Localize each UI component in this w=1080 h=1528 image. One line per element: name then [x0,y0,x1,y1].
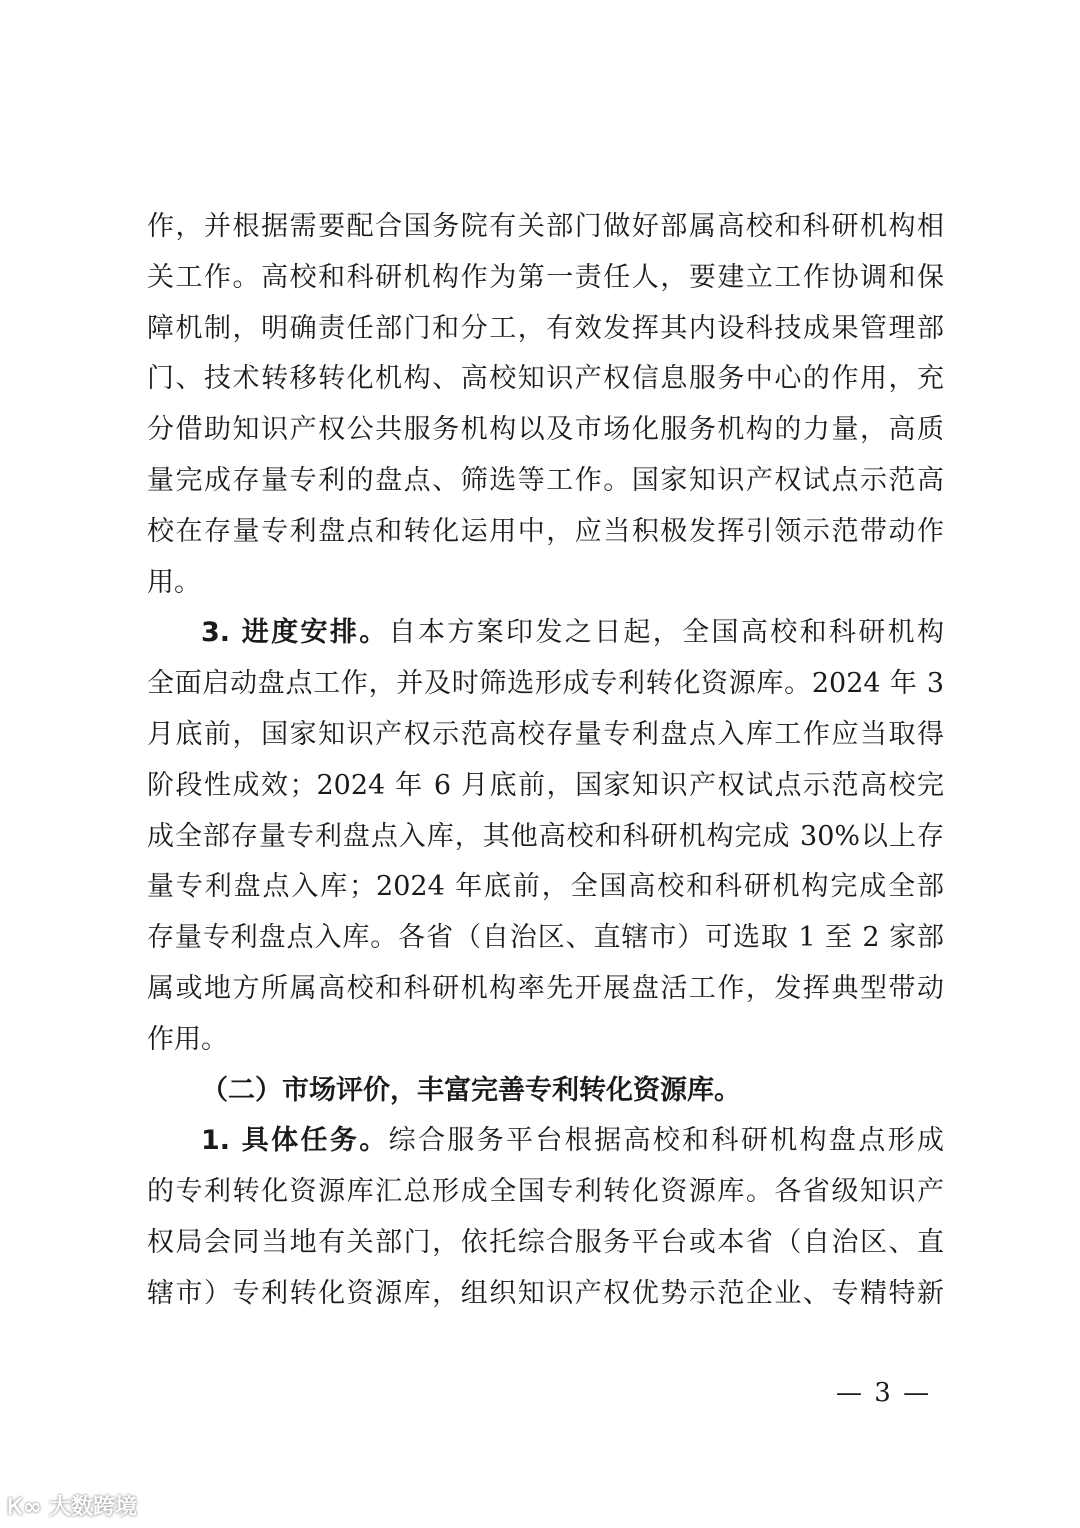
line-text: 阶段性成效；2024 年 6 月底前，国家知识产权试点示范高校完 [147,769,944,801]
text-line [147,1218,944,1269]
line-text: 月底前，国家知识产权示范高校存量专利盘点入库工作应当取得 [147,718,944,750]
line-text: 成全部存量专利盘点入库，其他高校和科研机构完成 30%以上存 [147,820,944,852]
text-line [147,1167,944,1218]
text-line [147,304,944,355]
line-text: 分借助知识产权公共服务机构以及市场化服务机构的力量，高质 [147,414,944,446]
text-line [147,405,944,456]
line-text: 关工作。高校和科研机构作为第一责任人，要建立工作协调和保 [147,261,944,293]
text-line [147,253,944,304]
line-text: 辖市）专利转化资源库，组织知识产权优势示范企业、专精特新 [147,1277,944,1309]
text-line [147,354,944,405]
text-line [147,862,944,913]
text-line [147,964,944,1015]
text-line [147,456,944,507]
line-text: 的专利转化资源库汇总形成全国专利转化资源库。各省级知识产 [147,1176,944,1208]
text-line [147,507,944,558]
text-line [147,608,944,659]
text-line [147,913,944,964]
line-text: 自本方案印发之日起，全国高校和科研机构 [388,617,945,649]
watermark-logo: Ꮶ∞ 大数跨境 [8,1495,138,1520]
line-text: 权局会同当地有关部门，依托综合服务平台或本省（自治区、直 [147,1226,944,1258]
line-text: 用。 [147,566,201,598]
line-text: 存量专利盘点入库。各省（自治区、直辖市）可选取 1 至 2 家部 [147,922,944,954]
text-line [147,812,944,863]
line-text: 作用。 [147,1023,228,1055]
line-text: 综合服务平台根据高校和科研机构盘点形成 [388,1125,945,1157]
section-heading: （二）市场评价，丰富完善专利转化资源库。 [201,1074,741,1106]
document-body [147,202,944,1320]
line-text: 量完成存量专利的盘点、筛选等工作。国家知识产权试点示范高 [147,464,944,496]
text-line [147,659,944,710]
line-text: 障机制，明确责任部门和分工，有效发挥其内设科技成果管理部 [147,312,944,344]
text-line [147,761,944,812]
item-title: 3. 进度安排。 [201,617,389,649]
text-line [147,1015,944,1066]
watermark-text: 大数跨境 [49,1495,138,1520]
text-line [147,1269,944,1320]
text-line [147,202,944,253]
text-line [147,1116,944,1167]
item-title: 1. 具体任务。 [201,1125,389,1157]
text-line [147,710,944,761]
line-text: 校在存量专利盘点和转化运用中，应当积极发挥引领示范带动作 [147,515,944,547]
text-line [147,558,944,609]
line-text: 全面启动盘点工作，并及时筛选形成专利转化资源库。2024 年 3 [147,668,944,700]
line-text: 量专利盘点入库；2024 年底前，全国高校和科研机构完成全部 [147,871,944,903]
line-text: 门、技术转移转化机构、高校知识产权信息服务中心的作用，充 [147,363,944,395]
line-text: 作，并根据需要配合国务院有关部门做好部属高校和科研机构相 [147,211,944,242]
line-text: 属或地方所属高校和科研机构率先开展盘活工作，发挥典型带动 [147,972,944,1004]
page-number: — 3 — [836,1378,932,1408]
